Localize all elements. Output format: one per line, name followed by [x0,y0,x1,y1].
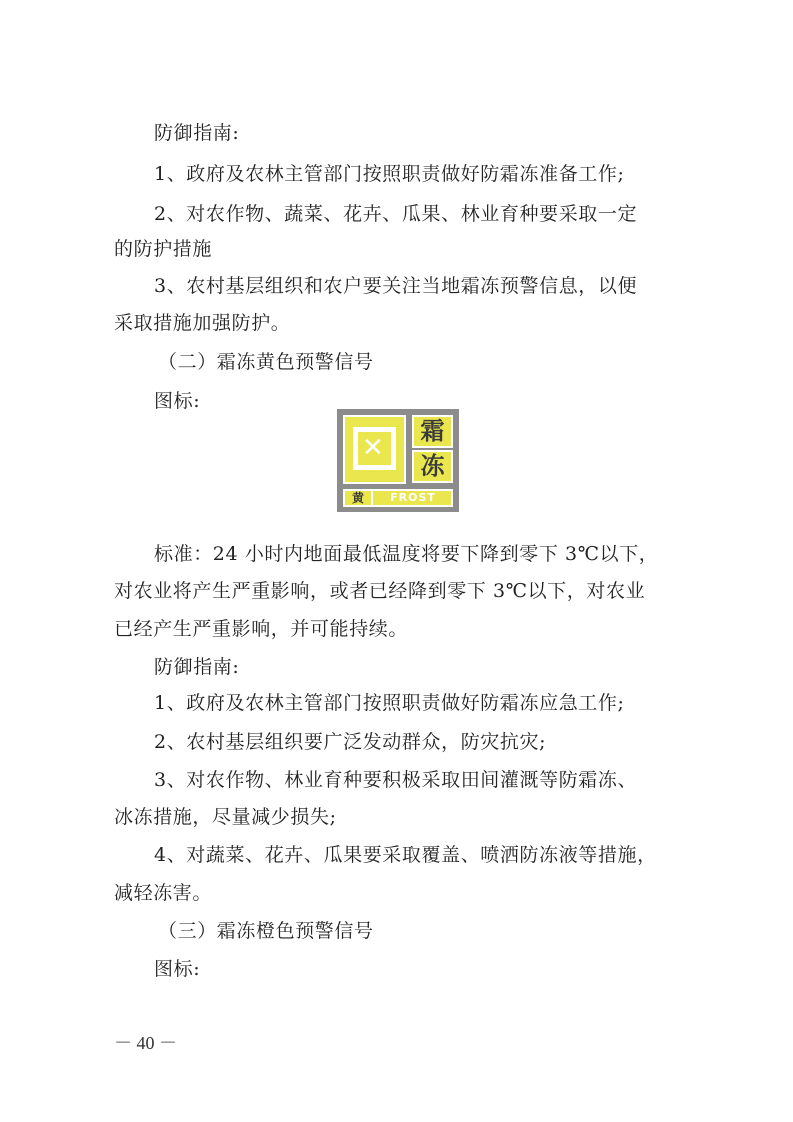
icon-char-freeze: 冻 [412,450,453,483]
frost-symbol-icon: ✕ [343,415,406,484]
section-heading: （三）霜冻橙色预警信号 [158,920,374,942]
icon-english-label: FROST [390,491,436,504]
guide-item: 1、政府及农林主管部门按照职责做好防霜冻准备工作; [154,163,625,185]
guide-title: 防御指南: [154,656,240,678]
section-heading: （二）霜冻黄色预警信号 [158,351,374,373]
standard-text: 标准：24 小时内地面最低温度将要下降到零下 3℃以下， [154,543,659,565]
guide-item: 3、农村基层组织和农户要关注当地霜冻预警信息，以便 [154,275,638,297]
page-number: － 40 － [114,1033,177,1053]
guide-item-continued: 采取措施加强防护。 [114,312,291,334]
icon-label: 图标: [154,958,201,980]
frost-yellow-warning-icon [337,409,459,512]
guide-item: 2、农村基层组织要广泛发动群众，防灾抗灾; [154,731,547,753]
guide-item-continued: 的防护措施 [114,238,213,260]
guide-item-continued: 冰冻措施，尽量减少损失; [114,806,337,828]
icon-label: 图标: [154,390,201,412]
guide-item: 4、对蔬菜、花卉、瓜果要采取覆盖、喷洒防冻液等措施， [154,844,657,866]
icon-bottom-bar [343,489,453,507]
guide-item: 1、政府及农林主管部门按照职责做好防霜冻应急工作; [154,692,625,714]
standard-text: 对农业将产生严重影响，或者已经降到零下 3℃以下，对农业 [114,580,646,602]
guide-item: 2、对农作物、蔬菜、花卉、瓜果、林业育种要采取一定 [154,203,638,225]
guide-item-continued: 减轻冻害。 [114,882,213,904]
icon-color-char: 黄 [345,491,373,505]
icon-char-frost: 霜 [412,415,453,448]
standard-text: 已经产生严重影响，并可能持续。 [114,618,409,640]
guide-item: 3、对农作物、林业育种要积极采取田间灌溉等防霜冻、 [154,769,638,791]
guide-title: 防御指南: [154,122,240,144]
